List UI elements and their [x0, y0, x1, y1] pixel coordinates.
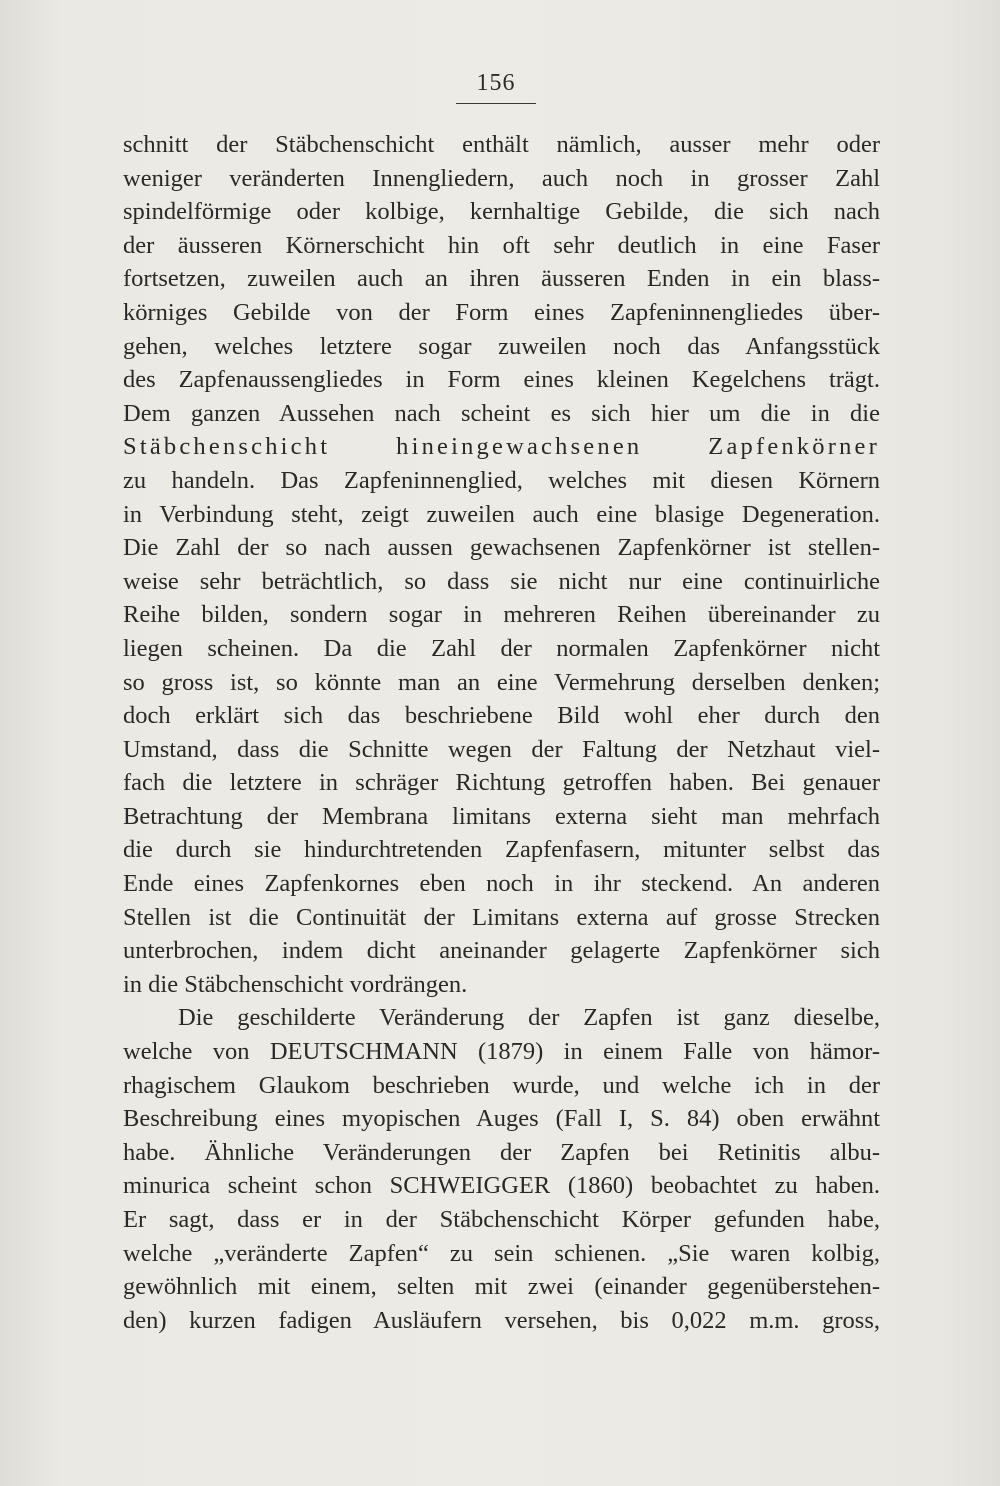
text-line-10: Stäbchenschicht hineingewachsenen Zapfenkörner [123, 433, 880, 461]
text-line-8: des Zapfenaussengliedes in Form eines kleinen Kegelchens trägt. [123, 366, 880, 394]
text-line-9: Dem ganzen Aussehen nach scheint es sich hier um die in die [123, 399, 880, 427]
text-line-25: unterbrochen, indem dicht aneinander gelagerte Zapfenkörner sich [123, 937, 880, 965]
text-line-1: schnitt der Stäbchenschicht enthält nämlich, ausser mehr oder [123, 131, 880, 158]
text-line-27: Die geschilderte Veränderung der Zapfen ist ganz dieselbe, [178, 1004, 880, 1032]
page-number-rule [456, 103, 536, 104]
text-line-26: in die Stäbchenschicht vordrängen. [123, 970, 468, 998]
text-line-7: gehen, welches letztere sogar zuweilen noch das Anfangsstück [123, 332, 880, 360]
text-line-21: Betrachtung der Membrana limitans externa sieht man mehrfach [123, 802, 880, 830]
text-line-23: Ende eines Zapfenkornes eben noch in ihr steckend. An anderen [123, 870, 880, 898]
text-line-18: doch erklärt sich das beschriebene Bild wohl eher durch den [123, 702, 880, 730]
text-line-4: der äusseren Körnerschicht hin oft sehr deutlich in eine Faser [123, 231, 880, 259]
text-line-34: welche „veränderte Zapfen“ zu sein schienen. „Sie waren kolbig, [123, 1239, 880, 1267]
text-line-16: liegen scheinen. Da die Zahl der normalen Zapfenkörner nicht [123, 634, 880, 662]
text-line-24: Stellen ist die Continuität der Limitans externa auf grosse Strecken [123, 903, 880, 931]
body-text [123, 128, 880, 1337]
text-line-35: gewöhnlich mit einem, selten mit zwei (einander gegenüberstehen- [123, 1273, 880, 1301]
text-line-14: weise sehr beträchtlich, so dass sie nicht nur eine continuirliche [123, 567, 880, 595]
text-line-3: spindelförmige oder kolbige, kernhaltige Gebilde, die sich nach [123, 198, 880, 226]
text-line-17: so gross ist, so könnte man an eine Vermehrung derselben denken; [123, 668, 880, 696]
text-line-5: fortsetzen, zuweilen auch an ihren äusseren Enden in ein blass- [123, 265, 880, 293]
text-line-19: Umstand, dass die Schnitte wegen der Faltung der Netzhaut viel- [123, 735, 880, 763]
text-line-6: körniges Gebilde von der Form eines Zapfeninnengliedes über- [123, 298, 880, 326]
text-line-33: Er sagt, dass er in der Stäbchenschicht Körper gefunden habe, [123, 1206, 880, 1233]
text-line-29: rhagischem Glaukom beschrieben wurde, und welche ich in der [123, 1071, 880, 1099]
text-line-2: weniger veränderten Innengliedern, auch noch in grosser Zahl [123, 164, 880, 192]
text-line-30: Beschreibung eines myopischen Auges (Fall I, S. 84) oben erwähnt [123, 1105, 880, 1133]
text-line-31: habe. Ähnliche Veränderungen der Zapfen bei Retinitis albu- [123, 1138, 880, 1166]
text-line-13: Die Zahl der so nach aussen gewachsenen Zapfenkörner ist stellen- [123, 534, 880, 562]
text-line-32: minurica scheint schon SCHWEIGGER (1860) beobachtet zu haben. [123, 1172, 880, 1200]
text-line-15: Reihe bilden, sondern sogar in mehreren Reihen übereinander zu [123, 601, 880, 629]
text-line-20: fach die letztere in schräger Richtung getroffen haben. Bei genauer [123, 769, 880, 797]
text-line-12: in Verbindung steht, zeigt zuweilen auch eine blasige Degeneration. [123, 500, 880, 528]
text-line-36: den) kurzen fadigen Ausläufern versehen, bis 0,022 m.m. gross, [123, 1306, 880, 1334]
text-line-22: die durch sie hindurchtretenden Zapfenfasern, mitunter selbst das [123, 836, 880, 864]
text-line-11: zu handeln. Das Zapfeninnenglied, welches mit diesen Körnern [123, 466, 880, 494]
page-number: 156 [476, 70, 516, 96]
text-line-28: welche von DEUTSCHMANN (1879) in einem Falle von hämor- [123, 1038, 880, 1066]
